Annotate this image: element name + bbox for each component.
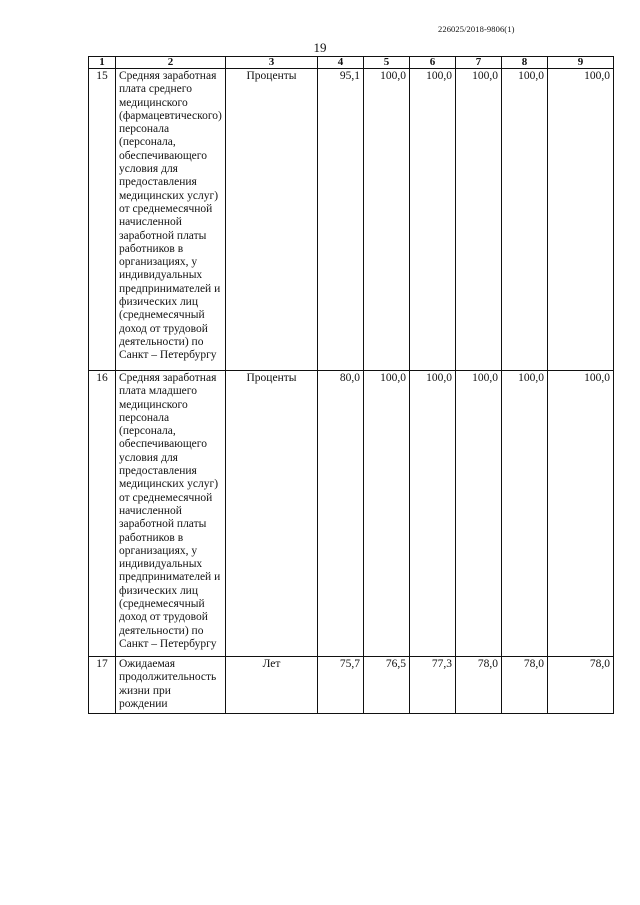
column-header: 7 <box>456 57 502 69</box>
value-cell: 100,0 <box>456 69 502 371</box>
column-header: 8 <box>502 57 548 69</box>
unit-cell: Лет <box>226 657 318 714</box>
value-cell: 100,0 <box>364 371 410 657</box>
page-number: 19 <box>313 40 327 55</box>
value-cell: 76,5 <box>364 657 410 714</box>
value-cell: 100,0 <box>548 371 614 657</box>
table-header-row <box>89 57 614 69</box>
indicator-name: Средняя заработная плата среднего медицинского (фармацевтического) персонала (персонала, обеспечивающего условия для предоставления медицинских услуг) от среднемесячной начисленной заработной платы работников в организациях, у индивидуальных предпринимателей и физических лиц (среднемесячный доход от трудовой деятельности) по Санкт – Петербургу <box>116 69 226 371</box>
value-cell: 100,0 <box>410 69 456 371</box>
column-header: 3 <box>226 57 318 69</box>
value-cell: 100,0 <box>502 69 548 371</box>
indicators-table <box>88 56 614 714</box>
unit-cell: Проценты <box>226 69 318 371</box>
value-cell: 77,3 <box>410 657 456 714</box>
column-header: 4 <box>318 57 364 69</box>
unit-cell: Проценты <box>226 371 318 657</box>
column-header: 6 <box>410 57 456 69</box>
indicator-name: Ожидаемая продолжительность жизни при рождении <box>116 657 226 714</box>
table-row <box>89 69 614 371</box>
row-number: 17 <box>89 657 116 714</box>
value-cell: 100,0 <box>364 69 410 371</box>
table-row <box>89 371 614 657</box>
column-header: 1 <box>89 57 116 69</box>
value-cell: 78,0 <box>548 657 614 714</box>
value-cell: 75,7 <box>318 657 364 714</box>
column-header: 2 <box>116 57 226 69</box>
value-cell: 100,0 <box>410 371 456 657</box>
table-row <box>89 657 614 714</box>
row-number: 16 <box>89 371 116 657</box>
value-cell: 100,0 <box>502 371 548 657</box>
document-id: 226025/2018-9806(1) <box>438 24 515 34</box>
column-header: 9 <box>548 57 614 69</box>
value-cell: 100,0 <box>548 69 614 371</box>
value-cell: 80,0 <box>318 371 364 657</box>
column-header: 5 <box>364 57 410 69</box>
value-cell: 100,0 <box>456 371 502 657</box>
value-cell: 78,0 <box>502 657 548 714</box>
indicator-name: Средняя заработная плата младшего медицинского персонала (персонала, обеспечивающего условия для предоставления медицинских услуг) от среднемесячной начисленной заработной платы работников в организациях, у индивидуальных предпринимателей и физических лиц (среднемесячный доход от трудовой деятельности) по Санкт – Петербургу <box>116 371 226 657</box>
value-cell: 78,0 <box>456 657 502 714</box>
value-cell: 95,1 <box>318 69 364 371</box>
row-number: 15 <box>89 69 116 371</box>
